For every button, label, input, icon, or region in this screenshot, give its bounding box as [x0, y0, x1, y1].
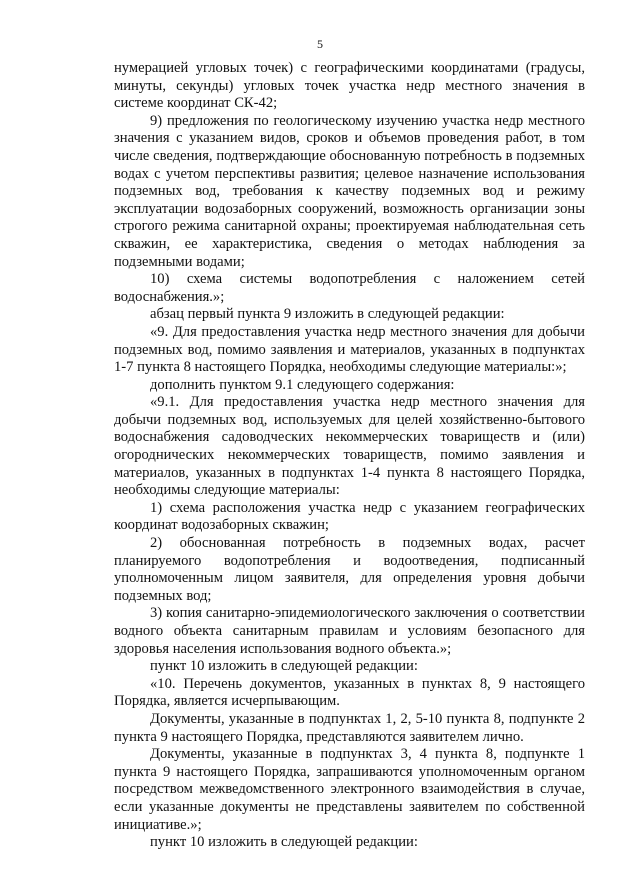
paragraph: Документы, указанные в подпунктах 1, 2, 5-10 пункта 8, подпункте 2 пункта 9 настоящего Порядка, представляются заявителем лично.: [114, 710, 585, 745]
paragraph: дополнить пунктом 9.1 следующего содержания:: [150, 376, 455, 393]
paragraph: 1) схема расположения участка недр с указанием географических координат водозаборных скважин;: [114, 499, 585, 534]
paragraph: 10) схема системы водопотребления с наложением сетей водоснабжения.»;: [114, 271, 585, 305]
paragraph: «9.1. Для предоставления участка недр местного значения для добычи подземных вод, используемых для целей хозяйственно-бытового водоснабжения садоводческих некоммерческих товариществ и (или) огороднических некоммерческих товариществ, помимо заявления и материалов, указанных в подпунктах 1-4 пункта 8 настоящего Порядка, необходимы следующие материалы:: [114, 394, 585, 499]
document-body: [114, 60, 585, 852]
paragraph: «9. Для предоставления участка недр местного значения для добычи подземных вод, помимо заявления и материалов, указанных в подпунктах 1-7 пункта 8 настоящего Порядка, необходимы следующие материалы:»;: [114, 323, 585, 376]
paragraph: нумерацией угловых точек) с географическими координатами (градусы, минуты, секунды) угловых точек участка недр местного значения в системе координат СК-42;: [114, 60, 585, 112]
paragraph: 9) предложения по геологическому изучению участка недр местного значения с указанием видов, сроков и объемов проведения работ, в том числе сведения, подтверждающие обоснованную потребность в подземных водах с учетом перспективы развития; целевое назначение использования подземных вод, требования к качеству подземных вод и режиму эксплуатации водозаборных сооружений, возможность организации зоны строгого режима санитарной охраны; проектируемая наблюдательная сеть скважин, ее характеристика, сведения о методах наблюдения за подземными водами;: [114, 112, 585, 270]
paragraph: «10. Перечень документов, указанных в пунктах 8, 9 настоящего Порядка, является исчерпывающим.: [114, 675, 585, 710]
paragraph: пункт 10 изложить в следующей редакции:: [150, 658, 418, 675]
paragraph: абзац первый пункта 9 изложить в следующей редакции:: [150, 306, 505, 323]
paragraph: 3) копия санитарно-эпидемиологического заключения о соответствии водного объекта санитарным правилам и условиям безопасного для здоровья населения использования водного объекта.»;: [114, 605, 585, 657]
paragraph: 2) обоснованная потребность в подземных водах, расчет планируемого водопотребления и водоотведения, подписанный уполномоченным лицом заявителя, для определения уровня добычи подземных вод;: [114, 535, 585, 604]
paragraph: пункт 10 изложить в следующей редакции:: [150, 834, 418, 851]
paragraph: Документы, указанные в подпунктах 3, 4 пункта 8, подпункте 1 пункта 9 настоящего Порядка, запрашиваются уполномоченным органом посредством межведомственного электронного взаимодействия в случае, если указанные документы не представлены заявителем по собственной инициативе.»;: [114, 746, 585, 833]
page-number: 5: [317, 37, 323, 51]
